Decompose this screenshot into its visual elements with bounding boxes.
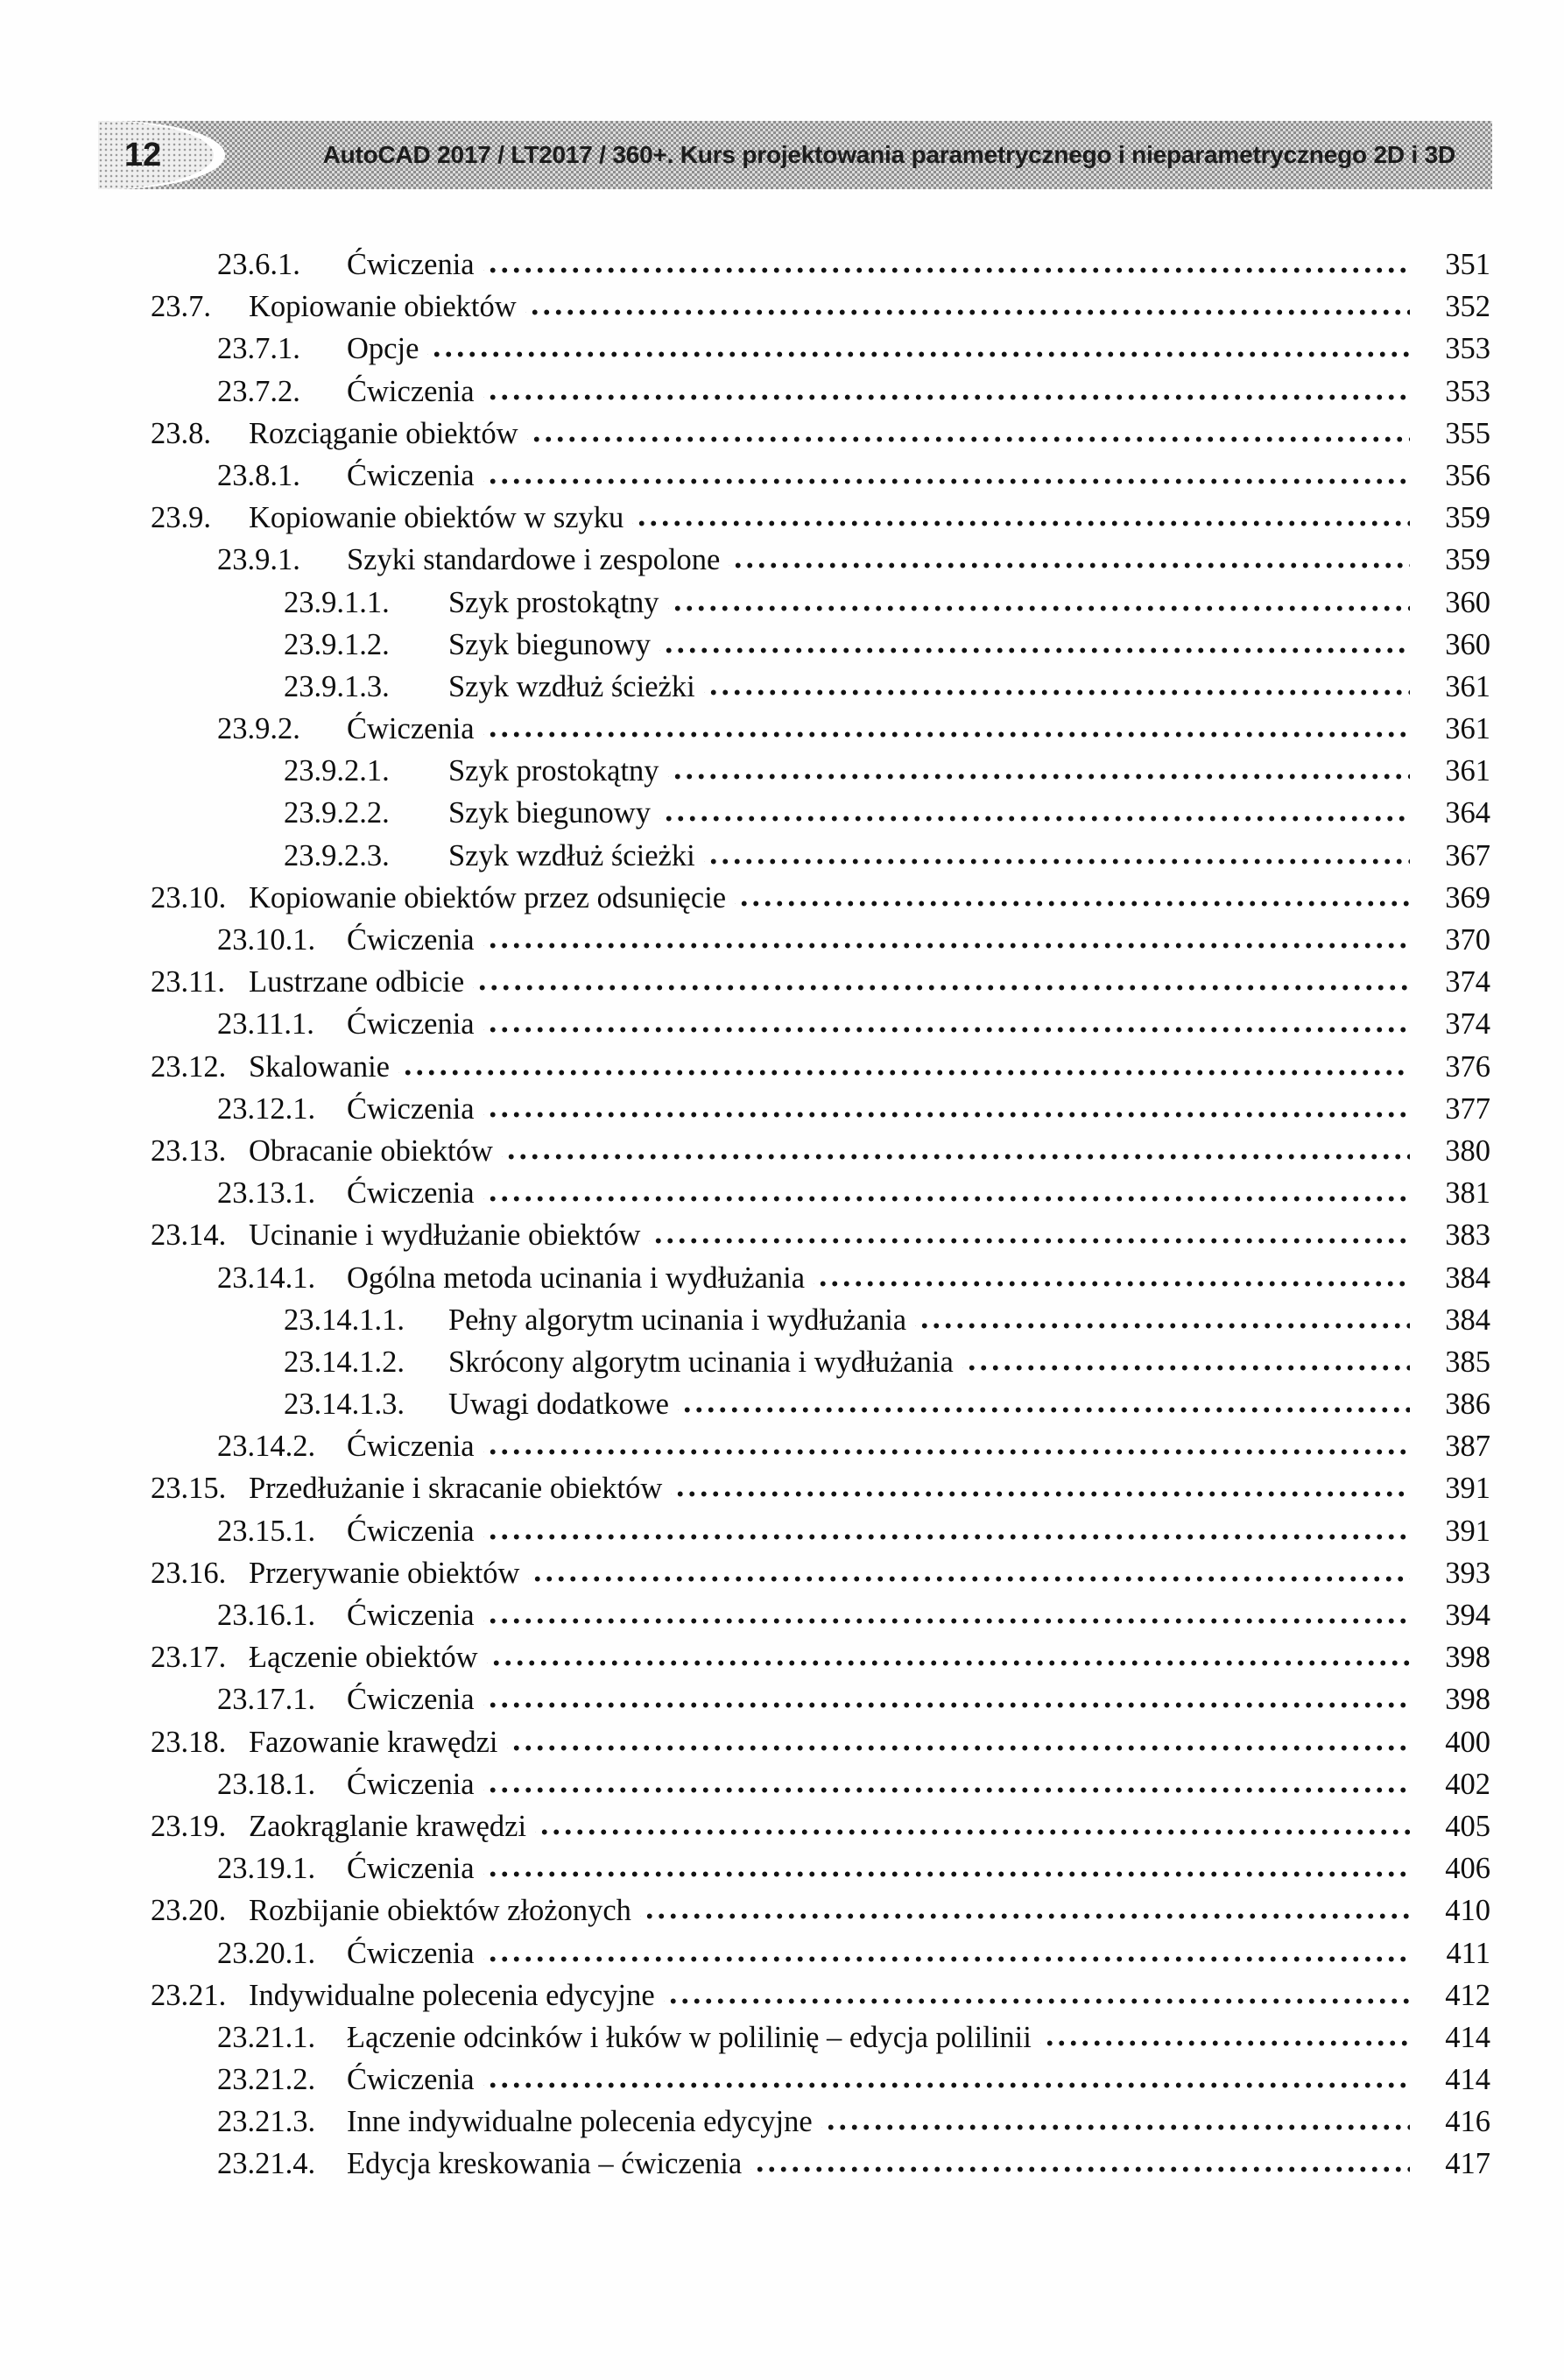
toc-entry-title: Ucinanie i wydłużanie obiektów — [249, 1218, 641, 1253]
dot-leader — [915, 1303, 1410, 1330]
dot-leader — [483, 1937, 1410, 1963]
toc-entry-page: 417 — [1445, 2147, 1490, 2181]
toc-entry-number: 23.19.1. — [217, 1852, 316, 1886]
dot-leader — [1040, 2021, 1410, 2047]
toc-entry-number: 23.18. — [151, 1725, 227, 1759]
toc-entry-title: Ćwiczenia — [347, 458, 475, 492]
toc-entry-page: 361 — [1445, 754, 1490, 788]
toc-entry — [151, 2147, 1490, 2189]
dot-leader — [668, 754, 1410, 780]
dot-leader — [483, 1176, 1410, 1203]
toc-entry-title: Kopiowanie obiektów w szyku — [249, 501, 624, 535]
toc-entry — [151, 375, 1490, 417]
toc-entry-page: 383 — [1445, 1218, 1490, 1253]
toc-entry-page: 386 — [1445, 1388, 1490, 1422]
toc-entry-number: 23.12. — [151, 1049, 227, 1084]
toc-entry-title: Ćwiczenia — [347, 1091, 475, 1126]
dot-leader — [649, 1218, 1410, 1245]
toc-entry-title: Ogólna metoda ucinania i wydłużania — [347, 1261, 806, 1295]
page-number-bubble — [98, 121, 214, 189]
toc-entry-title: Pełny algorytm ucinania i wydłużania — [448, 1303, 907, 1337]
dot-leader — [659, 628, 1410, 654]
toc-entry-number: 23.14.1.3. — [284, 1388, 405, 1422]
toc-entry-page: 398 — [1445, 1683, 1490, 1717]
toc-entry-page: 353 — [1445, 374, 1490, 408]
toc-entry — [151, 1472, 1490, 1514]
toc-entry-title: Ćwiczenia — [347, 1514, 475, 1548]
toc-entry-number: 23.20. — [151, 1894, 227, 1928]
dot-leader — [632, 501, 1410, 527]
dot-leader — [398, 1050, 1410, 1077]
toc-entry — [151, 1852, 1490, 1894]
toc-entry-title: Łączenie odcinków i łuków w polilinię – edycja polilinii — [347, 2020, 1032, 2054]
toc-entry — [151, 1979, 1490, 2021]
toc-entry-page: 412 — [1445, 1978, 1490, 2012]
toc-entry-title: Przedłużanie i skracanie obiektów — [249, 1472, 663, 1506]
toc-entry-title: Szyk wzdłuż ścieżki — [448, 669, 695, 703]
toc-entry-title: Kopiowanie obiektów przez odsunięcie — [249, 880, 727, 915]
toc-entry-number: 23.15.1. — [217, 1514, 316, 1548]
toc-entry-page: 360 — [1445, 585, 1490, 619]
dot-leader — [664, 1979, 1410, 2005]
dot-leader — [821, 2105, 1410, 2131]
toc-entry-number: 23.9.1. — [217, 543, 300, 577]
toc-entry-page: 353 — [1445, 332, 1490, 366]
dot-leader — [483, 712, 1410, 738]
dot-leader — [427, 332, 1410, 358]
toc-entry — [151, 628, 1490, 670]
dot-leader — [525, 290, 1410, 316]
toc-entry-number: 23.9.1.1. — [284, 585, 390, 619]
toc-entry-number: 23.19. — [151, 1809, 227, 1843]
toc-entry-title: Szyk prostokątny — [448, 585, 659, 619]
toc-entry-title: Ćwiczenia — [347, 923, 475, 957]
toc-entry-title: Szyk wzdłuż ścieżki — [448, 838, 695, 872]
dot-leader — [704, 839, 1410, 865]
toc-entry — [151, 501, 1490, 543]
toc-entry-title: Ćwiczenia — [347, 374, 475, 408]
toc-entry-title: Ćwiczenia — [347, 248, 475, 281]
toc-entry-number: 23.8.1. — [217, 458, 300, 492]
dot-leader — [483, 1683, 1410, 1709]
toc-entry-page: 393 — [1445, 1556, 1490, 1590]
toc-entry-page: 361 — [1445, 712, 1490, 746]
toc-entry-title: Uwagi dodatkowe — [448, 1388, 669, 1422]
toc-entry-title: Łączenie obiektów — [249, 1641, 478, 1675]
toc-entry-page: 376 — [1445, 1049, 1490, 1084]
page-header — [98, 121, 1492, 189]
toc-entry — [151, 332, 1490, 374]
toc-entry-number: 23.9.1.3. — [284, 669, 390, 703]
toc-entry — [151, 2105, 1490, 2147]
toc-entry — [151, 1641, 1490, 1683]
toc-entry — [151, 248, 1490, 290]
toc-entry-title: Przerywanie obiektów — [249, 1556, 520, 1590]
toc-entry-page: 374 — [1445, 1007, 1490, 1042]
toc-entry — [151, 712, 1490, 754]
toc-entry — [151, 1937, 1490, 1979]
toc-entry-number: 23.13.1. — [217, 1176, 316, 1211]
header-running-title: AutoCAD 2017 / LT2017 / 360+. Kurs projektowania parametrycznego i nieparametrycznego 2D i 3D — [322, 141, 1455, 168]
toc-entry-number: 23.7.1. — [217, 332, 300, 366]
dot-leader — [671, 1472, 1410, 1498]
toc-entry-page: 391 — [1445, 1514, 1490, 1548]
dot-leader — [659, 796, 1410, 823]
toc-entry — [151, 1768, 1490, 1810]
toc-entry-title: Ćwiczenia — [347, 1767, 475, 1801]
toc-entry-number: 23.17.1. — [217, 1683, 316, 1717]
dot-leader — [668, 586, 1410, 612]
dot-leader — [735, 881, 1410, 908]
toc-entry-title: Ćwiczenia — [347, 1852, 475, 1886]
toc-entry-page: 405 — [1445, 1809, 1490, 1843]
toc-entry-number: 23.9.2.1. — [284, 754, 390, 788]
toc-entry — [151, 2063, 1490, 2105]
toc-entry — [151, 1557, 1490, 1599]
toc-entry — [151, 1345, 1490, 1388]
toc-entry-number: 23.16.1. — [217, 1599, 316, 1632]
toc-entry-number: 23.13. — [151, 1134, 227, 1168]
toc-entry-number: 23.9.2.2. — [284, 796, 390, 830]
toc-entry-title: Skrócony algorytm ucinania i wydłużania — [448, 1345, 954, 1379]
toc-entry-page: 410 — [1445, 1894, 1490, 1928]
toc-entry-page: 361 — [1445, 669, 1490, 703]
toc-entry-title: Ćwiczenia — [347, 1176, 475, 1211]
toc-entry-page: 359 — [1445, 543, 1490, 577]
toc-entry-number: 23.21.4. — [217, 2147, 316, 2181]
toc-entry — [151, 923, 1490, 965]
toc-entry-page: 387 — [1445, 1430, 1490, 1464]
dot-leader — [640, 1894, 1410, 1920]
toc-entry-page: 360 — [1445, 627, 1490, 661]
dot-leader — [528, 1557, 1410, 1583]
toc-entry — [151, 1092, 1490, 1134]
dot-leader — [704, 670, 1410, 696]
toc-entry-number: 23.14.1. — [217, 1261, 316, 1295]
toc-entry — [151, 1261, 1490, 1303]
toc-entry — [151, 1683, 1490, 1725]
toc-entry-page: 367 — [1445, 838, 1490, 872]
toc-entry-page: 416 — [1445, 2105, 1490, 2139]
toc-entry — [151, 839, 1490, 881]
toc-entry — [151, 1007, 1490, 1049]
toc-entry-page: 380 — [1445, 1134, 1490, 1168]
toc-entry-number: 23.10.1. — [217, 923, 316, 957]
toc-entry — [151, 1515, 1490, 1557]
toc-entry-number: 23.8. — [151, 416, 211, 450]
toc-entry-page: 364 — [1445, 796, 1490, 830]
dot-leader — [483, 1430, 1410, 1456]
toc-entry-title: Lustrzane odbicie — [249, 965, 465, 999]
toc-entry-page: 355 — [1445, 416, 1490, 450]
dot-leader — [487, 1641, 1411, 1667]
toc-entry-title: Ćwiczenia — [347, 1599, 475, 1632]
table-of-contents — [151, 248, 1490, 2190]
toc-entry — [151, 417, 1490, 459]
toc-entry-number: 23.7.2. — [217, 374, 300, 408]
toc-entry-title: Ćwiczenia — [347, 1007, 475, 1042]
toc-entry — [151, 1134, 1490, 1176]
dot-leader — [483, 248, 1410, 274]
toc-entry — [151, 1810, 1490, 1852]
toc-entry-page: 385 — [1445, 1345, 1490, 1379]
toc-entry — [151, 290, 1490, 332]
dot-leader — [483, 923, 1410, 950]
toc-entry-number: 23.16. — [151, 1556, 227, 1590]
toc-entry-number: 23.11. — [151, 965, 225, 999]
toc-entry — [151, 1430, 1490, 1472]
toc-entry-title: Skalowanie — [249, 1049, 390, 1084]
toc-entry — [151, 754, 1490, 796]
toc-entry-title: Opcje — [347, 332, 419, 366]
dot-leader — [483, 2063, 1410, 2089]
dot-leader — [483, 1092, 1410, 1119]
toc-entry — [151, 1176, 1490, 1218]
toc-entry-number: 23.20.1. — [217, 1936, 316, 1970]
toc-entry — [151, 543, 1490, 585]
dot-leader — [962, 1345, 1410, 1372]
toc-entry-title: Inne indywidualne polecenia edycyjne — [347, 2105, 813, 2139]
dot-leader — [483, 375, 1410, 401]
dot-leader — [483, 1852, 1410, 1878]
dot-leader — [729, 543, 1410, 569]
toc-entry-title: Szyk prostokątny — [448, 754, 659, 788]
toc-entry-page: 406 — [1445, 1852, 1490, 1886]
toc-entry-title: Rozciąganie obiektów — [249, 416, 518, 450]
toc-entry-number: 23.10. — [151, 880, 227, 915]
toc-entry — [151, 965, 1490, 1007]
toc-entry-page: 351 — [1445, 248, 1490, 281]
toc-entry-number: 23.15. — [151, 1472, 227, 1506]
toc-entry — [151, 670, 1490, 712]
dot-leader — [527, 417, 1410, 443]
header-page-number: 12 — [124, 136, 162, 173]
dot-leader — [483, 1599, 1410, 1625]
toc-entry-number: 23.14. — [151, 1218, 227, 1253]
toc-entry-title: Ćwiczenia — [347, 1936, 475, 1970]
toc-entry-title: Indywidualne polecenia edycyjne — [249, 1978, 655, 2012]
toc-entry-title: Ćwiczenia — [347, 2063, 475, 2097]
toc-entry-page: 352 — [1445, 290, 1490, 324]
toc-entry-number: 23.14.1.2. — [284, 1345, 405, 1379]
toc-entry — [151, 1050, 1490, 1092]
toc-entry-page: 359 — [1445, 501, 1490, 535]
toc-entry — [151, 1218, 1490, 1261]
toc-entry-page: 411 — [1446, 1936, 1490, 1970]
toc-entry-number: 23.21.2. — [217, 2063, 316, 2097]
dot-leader — [483, 459, 1410, 485]
toc-entry-page: 377 — [1445, 1091, 1490, 1126]
toc-entry-page: 370 — [1445, 923, 1490, 957]
toc-entry-page: 374 — [1445, 965, 1490, 999]
toc-entry-page: 384 — [1445, 1303, 1490, 1337]
toc-entry-number: 23.7. — [151, 290, 211, 324]
toc-entry-title: Ćwiczenia — [347, 712, 475, 746]
toc-entry-number: 23.12.1. — [217, 1091, 316, 1126]
dot-leader — [483, 1515, 1410, 1541]
toc-entry-number: 23.14.1.1. — [284, 1303, 405, 1337]
toc-entry-number: 23.6.1. — [217, 248, 300, 281]
dot-leader — [814, 1261, 1410, 1288]
toc-entry-page: 414 — [1445, 2063, 1490, 2097]
toc-entry — [151, 459, 1490, 501]
toc-entry-title: Ćwiczenia — [347, 1430, 475, 1464]
toc-entry — [151, 796, 1490, 838]
dot-leader — [473, 965, 1410, 992]
toc-entry-number: 23.21.3. — [217, 2105, 316, 2139]
toc-entry-page: 391 — [1445, 1472, 1490, 1506]
toc-entry-title: Ćwiczenia — [347, 1683, 475, 1717]
toc-entry-title: Obracanie obiektów — [249, 1134, 493, 1168]
dot-leader — [483, 1768, 1410, 1794]
toc-entry-page: 394 — [1445, 1599, 1490, 1632]
toc-entry-page: 414 — [1445, 2020, 1490, 2054]
dot-leader — [535, 1810, 1410, 1836]
toc-entry — [151, 1726, 1490, 1768]
dot-leader — [483, 1007, 1410, 1034]
toc-entry-number: 23.9.2. — [217, 712, 300, 746]
toc-entry — [151, 586, 1490, 628]
toc-entry-page: 381 — [1445, 1176, 1490, 1211]
toc-entry-title: Szyk biegunowy — [448, 627, 651, 661]
toc-entry-title: Fazowanie krawędzi — [249, 1725, 498, 1759]
dot-leader — [678, 1388, 1410, 1414]
toc-entry-number: 23.11.1. — [217, 1007, 314, 1042]
toc-entry-page: 384 — [1445, 1261, 1490, 1295]
toc-entry-title: Szyk biegunowy — [448, 796, 651, 830]
toc-entry-page: 356 — [1445, 458, 1490, 492]
toc-entry-number: 23.9.1.2. — [284, 627, 390, 661]
toc-entry — [151, 1388, 1490, 1430]
toc-entry-title: Kopiowanie obiektów — [249, 290, 517, 324]
dot-leader — [502, 1134, 1410, 1161]
toc-entry-title: Rozbijanie obiektów złożonych — [249, 1894, 631, 1928]
toc-entry-title: Zaokrąglanie krawędzi — [249, 1809, 527, 1843]
dot-leader — [750, 2147, 1410, 2173]
toc-entry — [151, 2021, 1490, 2063]
toc-entry-number: 23.9. — [151, 501, 211, 535]
toc-entry — [151, 1303, 1490, 1345]
toc-entry-page: 369 — [1445, 880, 1490, 915]
toc-entry-page: 398 — [1445, 1641, 1490, 1675]
toc-entry — [151, 1599, 1490, 1641]
toc-entry-title: Edycja kreskowania – ćwiczenia — [347, 2147, 743, 2181]
toc-entry — [151, 881, 1490, 923]
toc-entry-page: 402 — [1445, 1767, 1490, 1801]
toc-entry-number: 23.21. — [151, 1978, 227, 2012]
toc-entry-number: 23.17. — [151, 1641, 227, 1675]
toc-entry-title: Szyki standardowe i zespolone — [347, 543, 721, 577]
toc-entry-page: 400 — [1445, 1725, 1490, 1759]
toc-entry-number: 23.18.1. — [217, 1767, 316, 1801]
toc-entry-number: 23.21.1. — [217, 2020, 316, 2054]
toc-entry-number: 23.14.2. — [217, 1430, 316, 1464]
toc-entry-number: 23.9.2.3. — [284, 838, 390, 872]
dot-leader — [507, 1726, 1411, 1752]
toc-entry — [151, 1894, 1490, 1936]
